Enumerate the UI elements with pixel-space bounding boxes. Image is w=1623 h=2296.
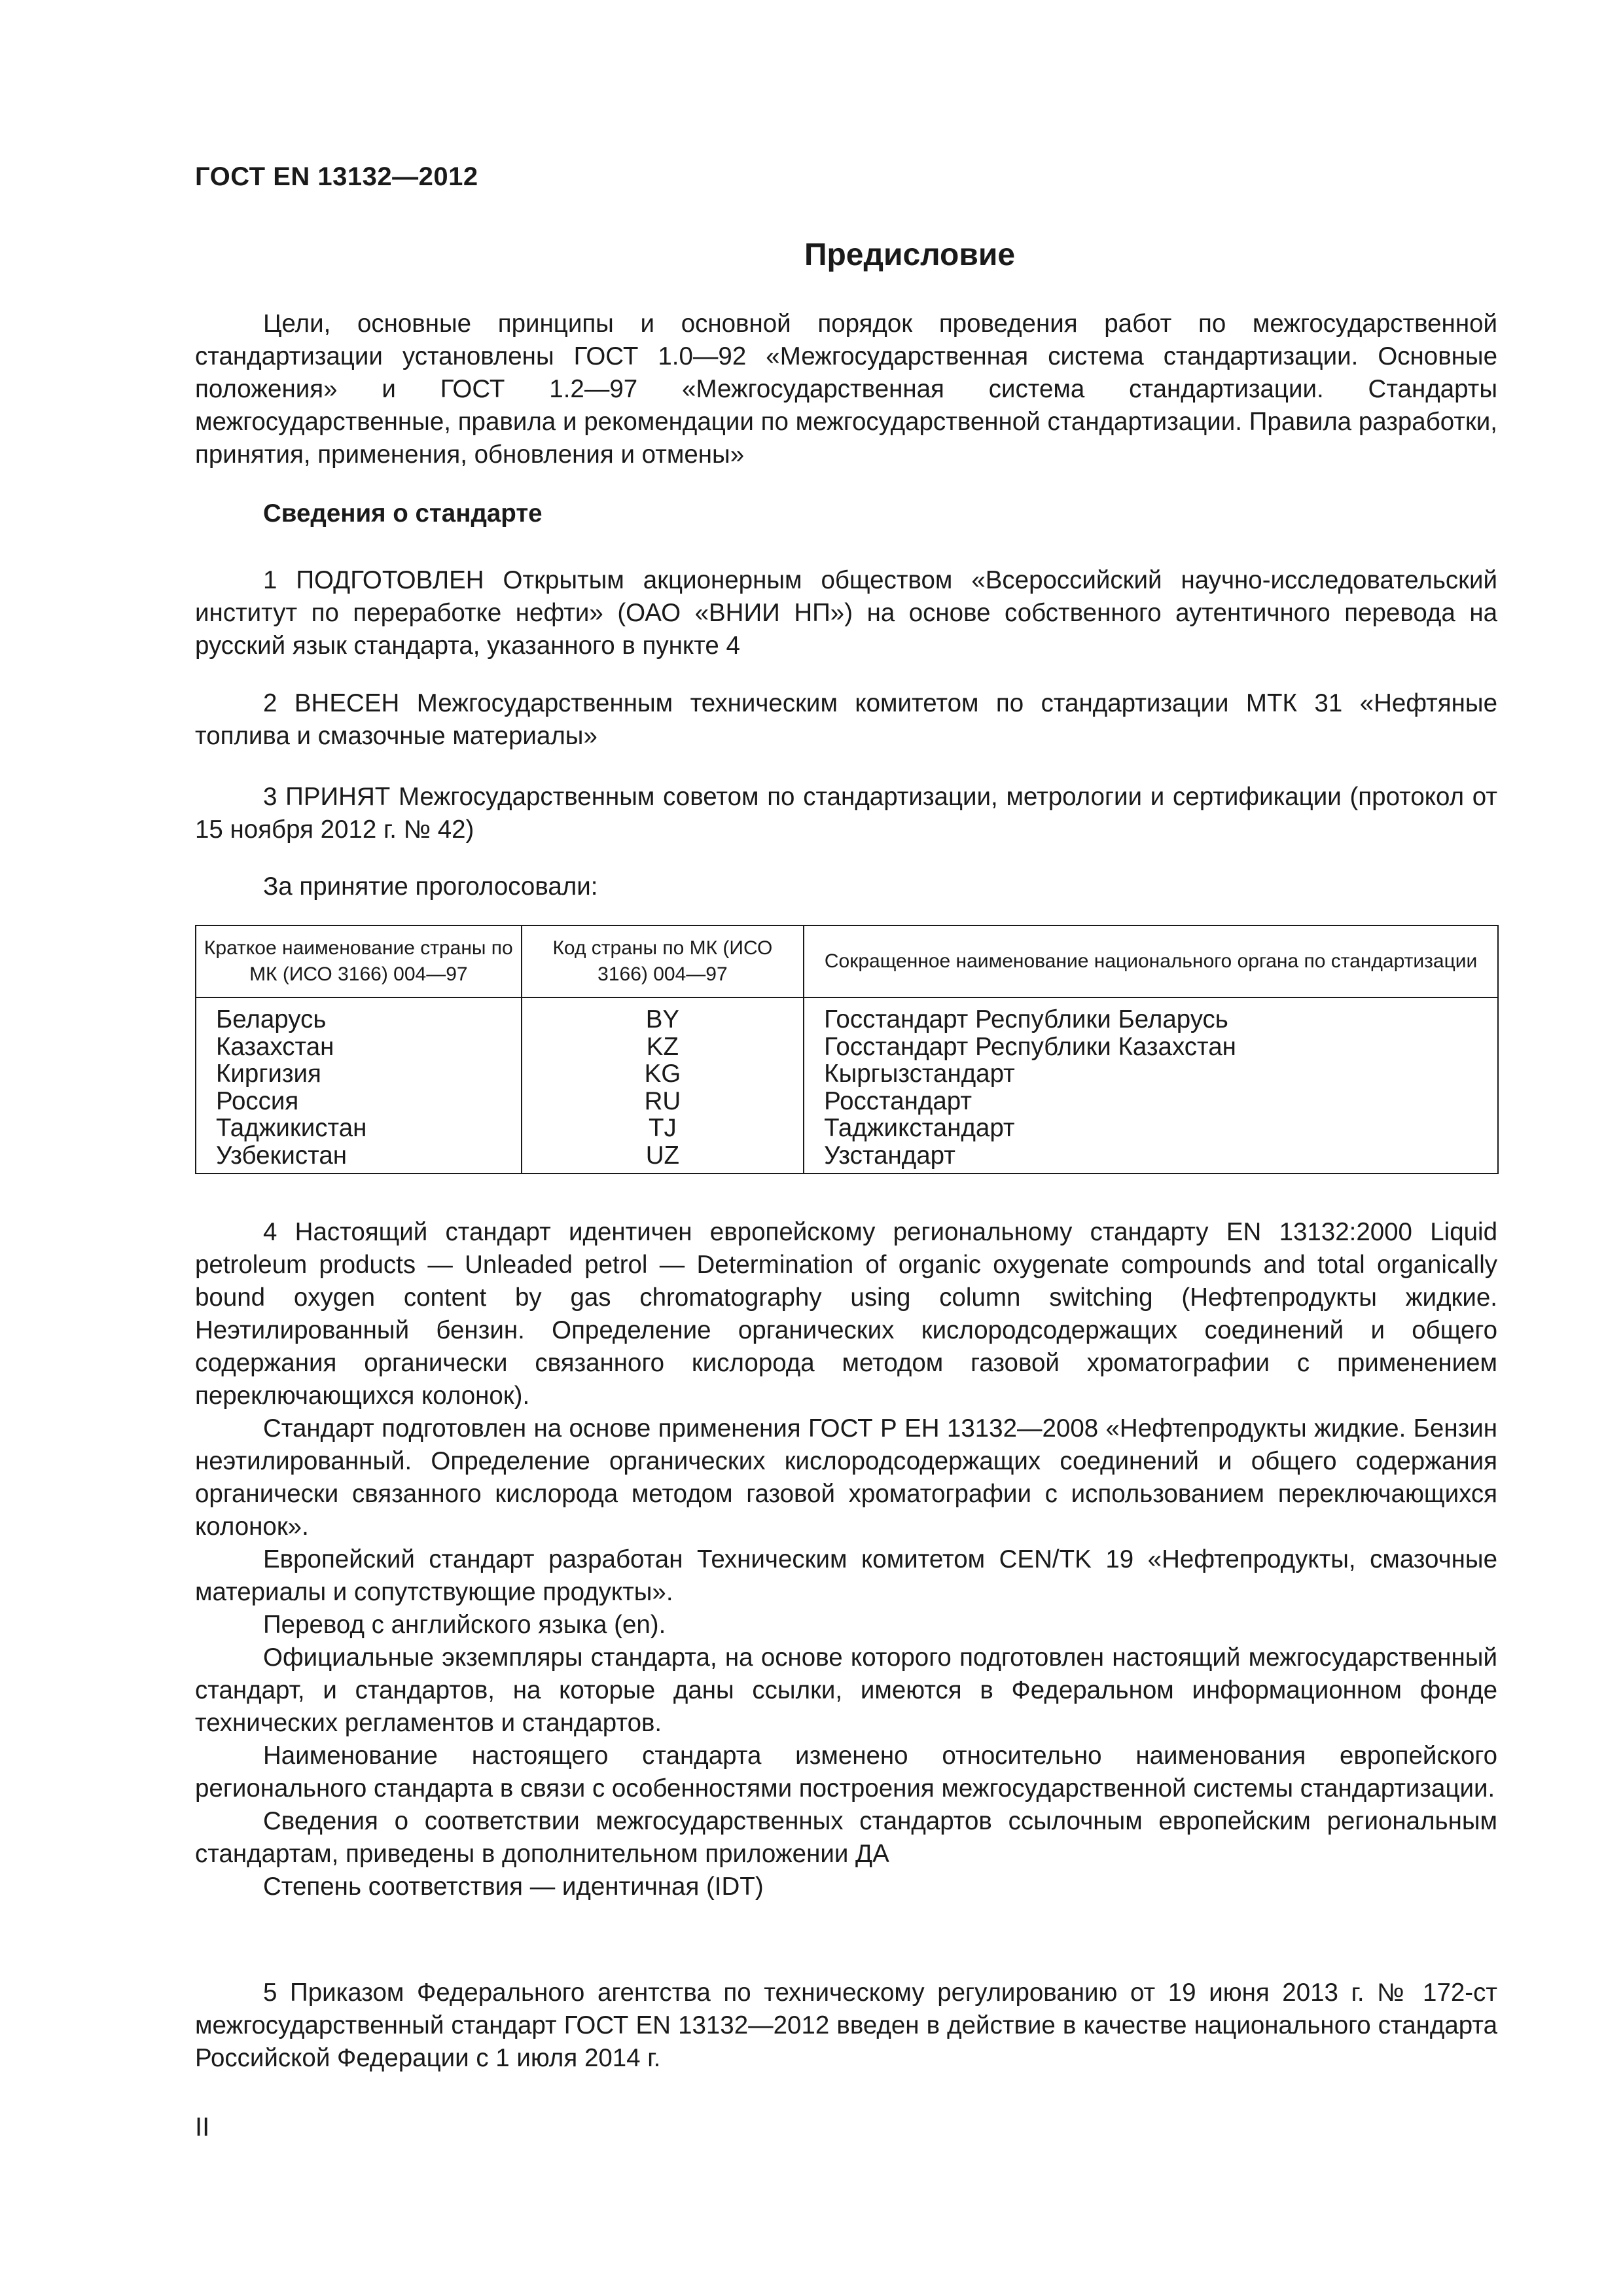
body-cell: Кыргызстандарт [804, 1060, 1498, 1088]
item-prepared-text: 1 ПОДГОТОВЛЕН Открытым акционерным обществом «Всероссийский научно-исследовательский институт по переработке нефти» (ОАО «ВНИИ НП») на основе собственного аутентичного перевода на русский язык стандарта, указанного в пункте 4 [195, 566, 1497, 660]
table-row [196, 1060, 1498, 1088]
item-introduced-text: 2 ВНЕСЕН Межгосударственным техническим комитетом по стандартизации МТК 31 «Нефтяные топлива и смазочные материалы» [195, 689, 1497, 750]
item-enactment [195, 1977, 1497, 2075]
country-cell: Казахстан [196, 1033, 522, 1061]
item4-paragraph: Стандарт подготовлен на основе применения ГОСТ Р ЕН 13132—2008 «Нефтепродукты жидкие. Бензин неэтилированный. Определение органических кислородсодержащих соединений и общего содержания органически связанного кислорода методом газовой хроматографии с использованием переключающихся колонок». [195, 1414, 1497, 1541]
item4-paragraph: Наименование настоящего стандарта изменено относительно наименования европейского регионального стандарта в связи с особенностями построения межгосударственной системы стандартизации. [195, 1742, 1497, 1803]
voted-label: За принятие проголосовали: [263, 872, 598, 901]
country-cell: Беларусь [196, 997, 522, 1033]
code-cell: UZ [522, 1142, 804, 1174]
table-header-row [196, 925, 1498, 997]
item4-paragraph: Европейский стандарт разработан Техническим комитетом CEN/TK 19 «Нефтепродукты, смазочные материалы и сопутствующие продукты». [195, 1545, 1497, 1606]
body-cell: Госстандарт Республики Казахстан [804, 1033, 1498, 1061]
header-country: Краткое наименование страны по МК (ИСО 3166) 004—97 [196, 925, 522, 997]
body-cell: Узстандарт [804, 1142, 1498, 1174]
table-row [196, 1033, 1498, 1061]
standard-code-header: ГОСТ EN 13132—2012 [195, 162, 478, 191]
intro-text: Цели, основные принципы и основной порядок проведения работ по межгосударственной стандартизации установлены ГОСТ 1.0—92 «Межгосударственная система стандартизации. Основные положения» и ГОСТ 1.2—97 «Межгосударственная система стандартизации. Стандарты межгосударственные, правила и рекомендации по межгосударственной стандартизации. Правила разработки, принятия, применения, обновления и отмены» [195, 310, 1497, 469]
table-row [196, 1088, 1498, 1115]
table-row [196, 1142, 1498, 1174]
table-row [196, 997, 1498, 1033]
country-cell: Узбекистан [196, 1142, 522, 1174]
code-cell: KG [522, 1060, 804, 1088]
item4-paragraph: Официальные экземпляры стандарта, на основе которого подготовлен настоящий межгосударственный стандарт, и стандартов, на которые даны ссылки, имеются в Федеральном информационном фонде технических регламентов и стандартов. [195, 1643, 1497, 1737]
item-introduced [195, 687, 1497, 753]
item4-paragraph: 4 Настоящий стандарт идентичен европейскому региональному стандарту EN 13132:2000 Liquid petroleum products — Unleaded petrol — Determination of organic oxygenate compounds and total organically bound oxygen content by gas chromatography using column switching (Нефтепродукты жидкие. Неэтилированный бензин. Определение органических кислородсодержащих соединений и общего содержания органически связанного кислорода методом газовой хроматографии с применением переключающихся колонок). [195, 1218, 1497, 1410]
item-prepared [195, 564, 1497, 662]
title-text: Предисловие [804, 238, 1016, 272]
intro-paragraph [195, 308, 1497, 471]
item-identity [195, 1216, 1497, 1903]
item4-paragraph: Перевод с английского языка (en). [263, 1611, 666, 1639]
header-code: Код страны по МК (ИСО 3166) 004—97 [522, 925, 804, 997]
item-adopted-text: 3 ПРИНЯТ Межгосударственным советом по стандартизации, метрологии и сертификации (протокол от 15 ноября 2012 г. № 42) [195, 783, 1497, 844]
page-title [0, 237, 1623, 273]
table-row [196, 1115, 1498, 1142]
info-heading: Сведения о стандарте [263, 499, 543, 528]
body-cell: Росстандарт [804, 1088, 1498, 1115]
code-cell: KZ [522, 1033, 804, 1061]
item4-paragraph: Сведения о соответствии межгосударственных стандартов ссылочным европейским региональным стандартам, приведены в дополнительном приложении ДА [195, 1807, 1497, 1868]
page-number: II [195, 2113, 210, 2142]
body-cell: Таджикстандарт [804, 1115, 1498, 1142]
voting-table [195, 925, 1499, 1174]
header-national-body: Сокращенное наименование национального органа по стандартизации [804, 925, 1498, 997]
body-cell: Госстандарт Республики Беларусь [804, 997, 1498, 1033]
country-cell: Россия [196, 1088, 522, 1115]
country-cell: Киргизия [196, 1060, 522, 1088]
code-cell: TJ [522, 1115, 804, 1142]
country-cell: Таджикистан [196, 1115, 522, 1142]
item4-paragraph: Степень соответствия — идентичная (IDT) [263, 1873, 764, 1901]
item5-text: 5 Приказом Федерального агентства по техническому регулированию от 19 июня 2013 г. № 172-ст межгосударственный стандарт ГОСТ EN 13132—2012 введен в действие в качестве национального стандарта Российской Федерации с 1 июля 2014 г. [195, 1979, 1497, 2072]
item-adopted [195, 781, 1497, 846]
code-cell: RU [522, 1088, 804, 1115]
code-cell: BY [522, 997, 804, 1033]
